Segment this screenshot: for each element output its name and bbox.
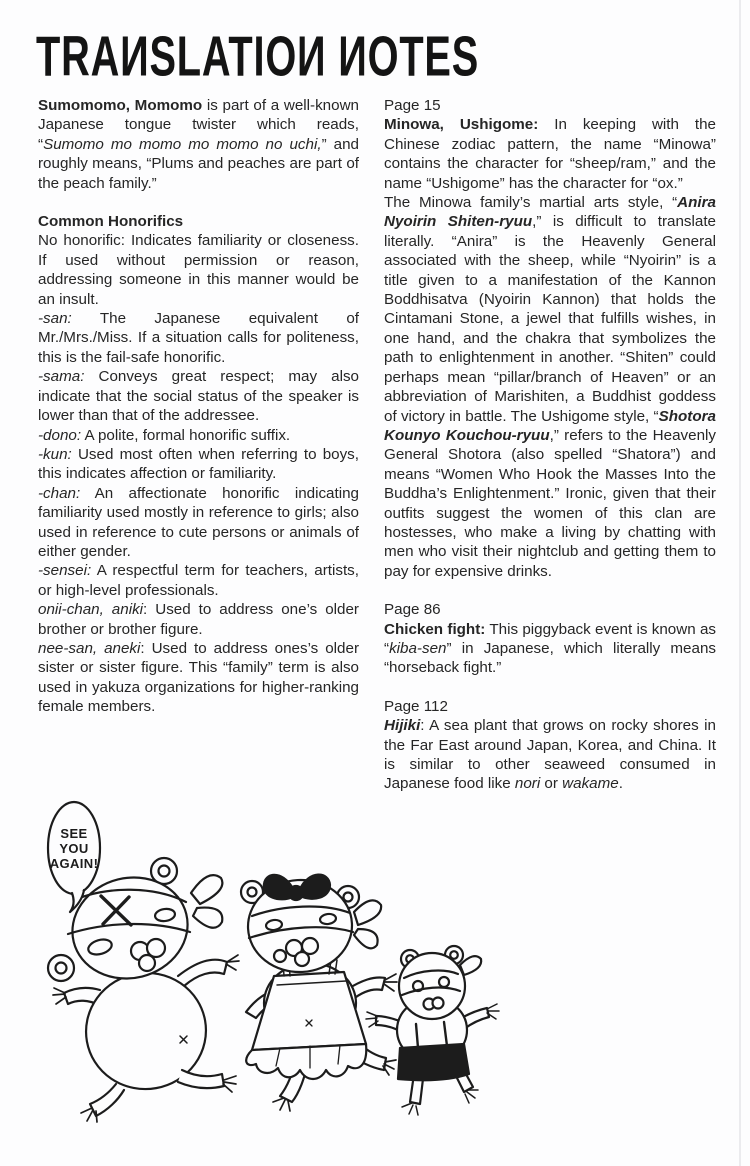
- hair-bow-icon: [264, 875, 330, 900]
- mascot-illustration: [28, 798, 568, 1143]
- hamsters-drawing: [28, 798, 568, 1143]
- page-title: TRAИSLATIOИ ИOTES: [36, 25, 480, 88]
- paragraph: -chan: An affectionate honorific indicating familiarity used mostly in reference to girls; also used in reference to cute persons or animals of either gender.: [38, 484, 359, 560]
- bubble-line-1: SEE: [60, 826, 88, 841]
- paragraph: Chicken fight: This piggyback event is known as “kiba-sen” in Japanese, which literally means “horseback fight.”: [384, 620, 716, 677]
- right-column: [384, 96, 716, 794]
- paragraph: Page 15: [384, 97, 441, 114]
- page-edge-shadow: [739, 0, 741, 1166]
- paragraph: Common Honorifics: [38, 213, 184, 231]
- hamster-small: [366, 946, 499, 1115]
- bubble-line-3: AGAIN!: [49, 856, 99, 871]
- two-column-text: [38, 96, 716, 794]
- paragraph: -san: The Japanese equivalent of Mr./Mrs./Miss. If a situation calls for politeness, this is the fail-safe honorific.: [38, 310, 359, 366]
- paragraph: Hijiki: A sea plant that grows on rocky shores in the Far East around Japan, Korea, and China. It is similar to other seaweed consumed in Japanese food like nori or wakame.: [384, 717, 716, 793]
- hamster-ballerina: [241, 875, 397, 1111]
- paragraph: nee-san, aneki: Used to address ones’s older sister or sister figure. This “family” term is also used in yakuza organizations for higher-ranking female members.: [38, 639, 359, 716]
- left-column: [38, 96, 359, 794]
- paragraph: Minowa, Ushigome: In keeping with the Chinese zodiac pattern, the name “Minowa” contains the character for “sheep/ram,” and the name “Ushigome” has the character for “ox.”: [384, 116, 716, 192]
- paragraph: -kun: Used most often when referring to boys, this indicates affection or familiarity.: [38, 445, 359, 483]
- paragraph: -dono: A polite, formal honorific suffix.: [38, 426, 291, 444]
- paragraph: Page 112: [384, 697, 448, 715]
- paragraph: Page 86: [384, 601, 441, 619]
- paragraph: No honorific: Indicates familiarity or closeness. If used without permission or reason, addressing someone in this manner would be an insult.: [38, 232, 359, 308]
- paragraph: onii-chan, aniki: Used to address one’s older brother or brother figure.: [38, 601, 359, 638]
- paragraph: -sama: Conveys great respect; may also indicate that the social status of the speaker is lower than that of the addressee.: [38, 368, 359, 425]
- paragraph: -sensei: A respectful term for teachers, artists, or high-level professionals.: [38, 562, 359, 599]
- paragraph: Sumomomo, Momomo is part of a well-known Japanese tongue twister which reads, “Sumomo mo momo mo momo no uchi,” and roughly means, “Plums and peaches are part of the peach family.”: [38, 97, 359, 192]
- paragraph: The Minowa family’s martial arts style, “Anira Nyoirin Shiten-ryuu,” is difficult to translate literally. “Anira” is the Heavenly General associated with the sheep, while “Nyoirin” is a title given to a manifestation of the Kannon Boddhisatva (Nyoirin Kannon) that holds the Cintamani Stone, a jewel that fulfills wishes, in one hand, and the chakra that symbolizes the path to enlightenment in another. “Shiten” could perhaps mean “pillar/branch of Heaven” or an abbreviation of Marishiten, a Buddhist goddess of victory in battle. The Ushigome style, “Shotora Kounyo Kouchou-ryuu,” refers to the Heavenly General Shotora (also spelled “Shatora”) and means “Women Who Hook the Masses Into the Buddha’s Enlightenment.” Ironic, given that their outfits suggest the women of this clan are hostesses, who make a living by chatting with men who visit their nightclub and getting them to pay for expensive drinks.: [384, 194, 716, 580]
- bubble-line-2: YOU: [59, 841, 89, 856]
